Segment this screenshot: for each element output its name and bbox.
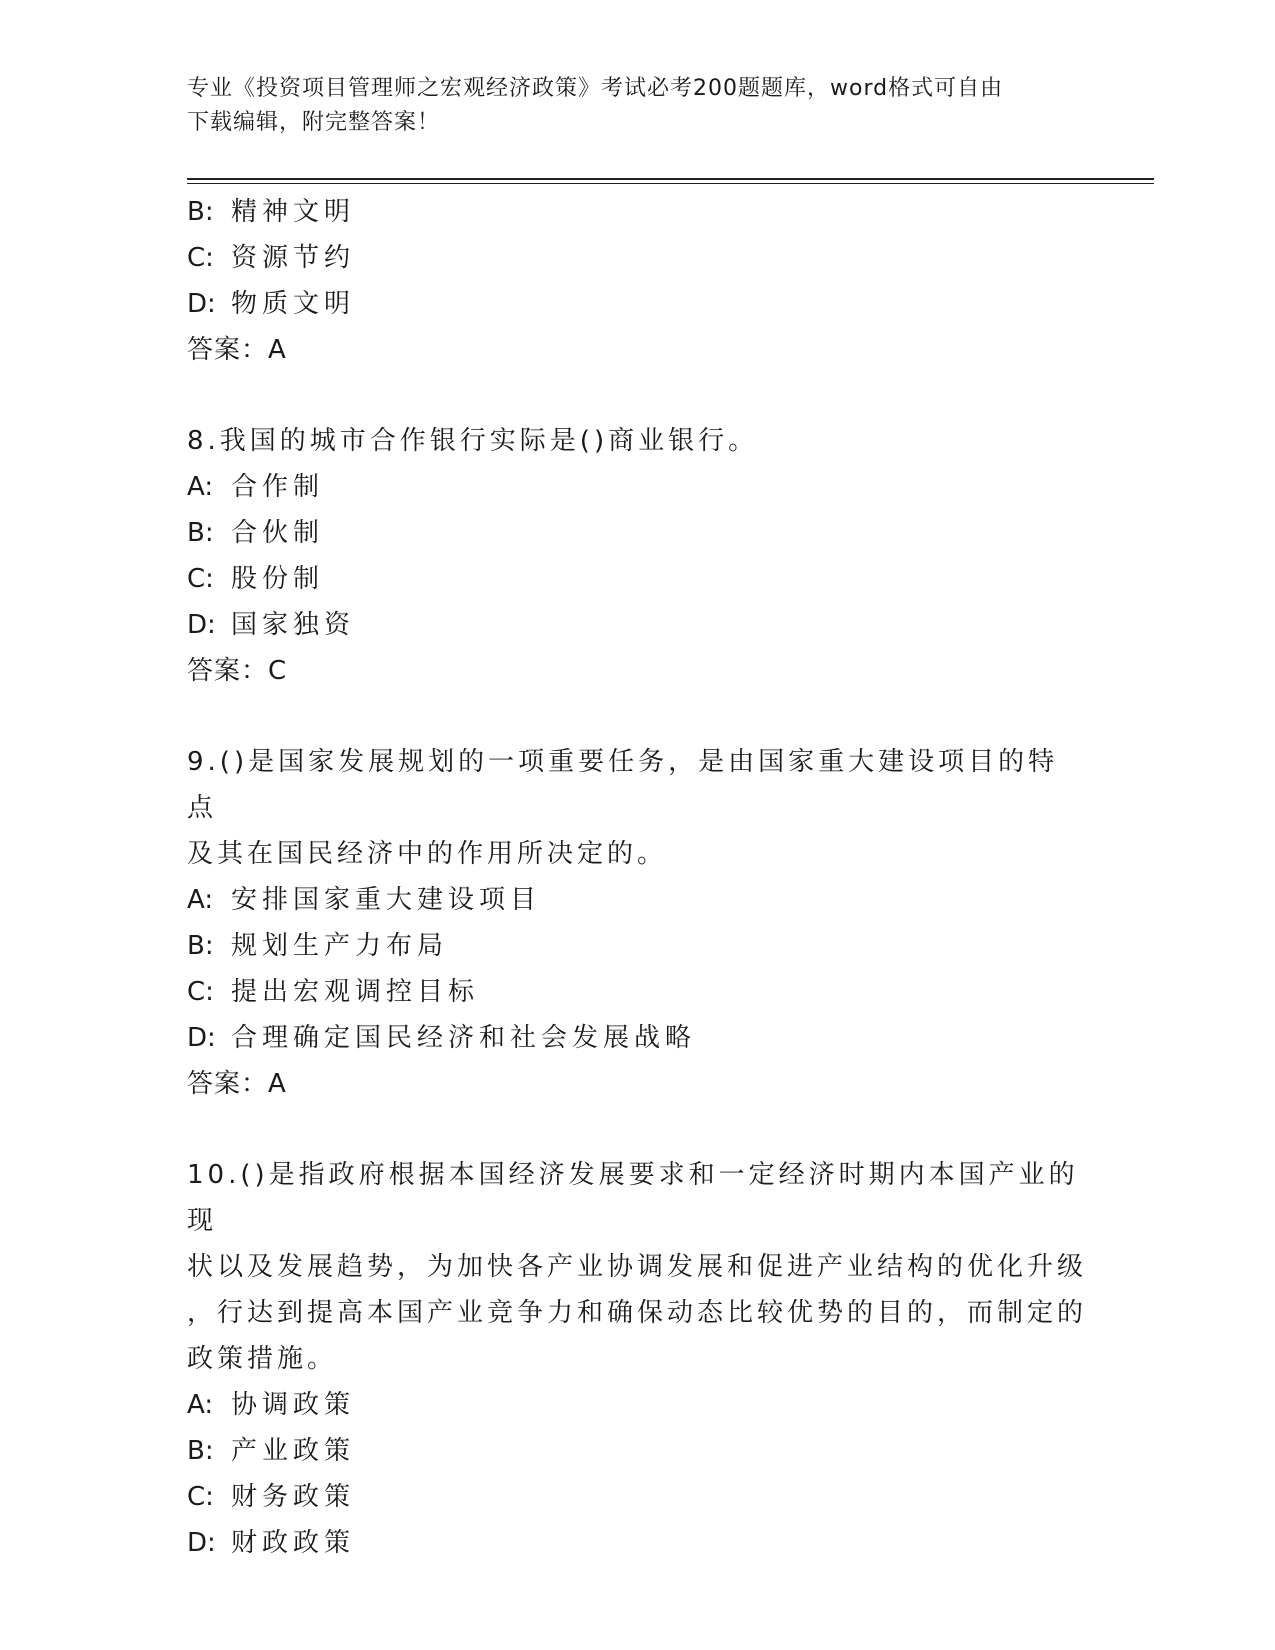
option-a: A: 协调政策 [187, 1390, 356, 1420]
option-c: C: 资源节约 [187, 243, 356, 273]
header-rule-thick [187, 178, 1154, 180]
question-text: 8.我国的城市合作银行实际是()商业银行。 [187, 426, 759, 456]
question-text-line-2: 及其在国民经济中的作用所决定的。 [187, 839, 668, 869]
question-text-line-2: 状以及发展趋势，为加快各产业协调发展和促进产业结构的优化升级 [187, 1252, 1088, 1282]
question-text-line-4: 政策措施。 [187, 1344, 338, 1374]
option-c: C: 财务政策 [187, 1482, 356, 1512]
answer: 答案：C [187, 656, 288, 686]
option-c: C: 提出宏观调控目标 [187, 977, 480, 1007]
option-b: B: 精神文明 [187, 197, 356, 227]
option-d: D: 国家独资 [187, 610, 356, 640]
question-7-continuation [187, 189, 1087, 373]
option-d: D: 财政政策 [187, 1528, 356, 1558]
answer: 答案：A [187, 335, 287, 365]
option-b: B: 合伙制 [187, 518, 325, 548]
question-10 [187, 1152, 1087, 1566]
option-d: D: 物质文明 [187, 289, 356, 319]
question-text-line-1: 10.()是指政府根据本国经济发展要求和一定经济时期内本国产业的现 [187, 1160, 1079, 1236]
option-b: B: 产业政策 [187, 1436, 356, 1466]
header-rule-thin [187, 183, 1154, 184]
document-header [187, 72, 1067, 140]
header-line-1: 专业《投资项目管理师之宏观经济政策》考试必考200题题库，word格式可自由 [187, 76, 1004, 101]
question-text-line-3: ，行达到提高本国产业竞争力和确保动态比较优势的目的，而制定的 [187, 1298, 1088, 1328]
option-a: A: 安排国家重大建设项目 [187, 885, 542, 915]
question-9 [187, 739, 1087, 1107]
option-c: C: 股份制 [187, 564, 325, 594]
option-b: B: 规划生产力布局 [187, 931, 449, 961]
option-a: A: 合作制 [187, 472, 325, 502]
answer: 答案：A [187, 1069, 287, 1099]
option-d: D: 合理确定国民经济和社会发展战略 [187, 1023, 697, 1053]
question-text-line-1: 9.()是国家发展规划的一项重要任务，是由国家重大建设项目的特点 [187, 747, 1059, 823]
question-list [187, 189, 1087, 1566]
header-line-2: 下载编辑，附完整答案！ [187, 110, 441, 135]
question-8 [187, 418, 1087, 694]
